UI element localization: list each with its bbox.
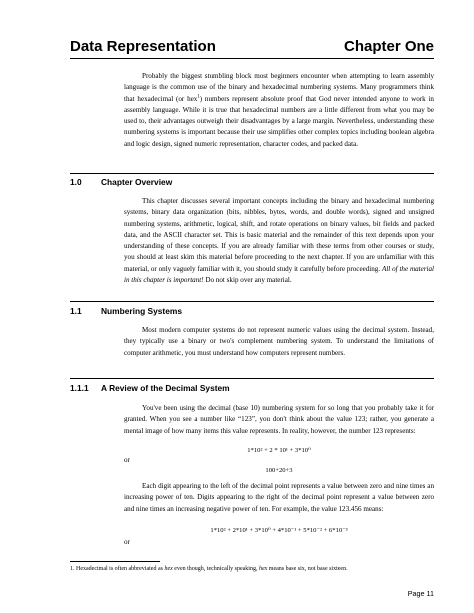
- formula-123-456: 1*10² + 2*10¹ + 3*10⁰ + 4*10⁻¹ + 5*10⁻² + 6*10⁻³: [210, 527, 348, 534]
- footnote-number: 1.: [70, 566, 75, 572]
- section-number: 1.0: [70, 177, 82, 187]
- section-heading-1-0: [70, 177, 172, 187]
- footnote-text: even though, technically speaking,: [174, 566, 258, 572]
- section-heading-1-1: [70, 306, 182, 316]
- section-title: Chapter Overview: [101, 177, 173, 187]
- decimal-text: You've been using the decimal (base 10) numbering system for so long that you probably take it for granted. When you see a number like “123”, you don't think about the value 123; rather, you generate a mental image of how many items this value represents. In reality, however, the number 123 represents:: [124, 404, 434, 435]
- footnote-text: Hexadecimal is often abbreviated as: [76, 566, 163, 572]
- overview-paragraph: [124, 196, 434, 286]
- section-number: 1.1.1: [70, 383, 89, 393]
- section-rule: [70, 378, 434, 379]
- header-rule: [70, 58, 434, 59]
- or-label: or: [124, 456, 130, 464]
- section-heading-1-1-1: [70, 383, 230, 393]
- footnote-text: means base six, not base sixteen.: [268, 566, 348, 572]
- numbering-paragraph: [124, 325, 434, 359]
- overview-text-end: Do not skip over any material.: [205, 276, 292, 285]
- numbering-text: Most modern computer systems do not represent numeric values using the decimal system. Instead, they typically use a binary or two's complement numbering system. To understand the limitations of computer arithmetic, you must understand how computers represent numbers.: [124, 326, 434, 357]
- intro-paragraph: [124, 71, 434, 150]
- header-title: Data Representation: [70, 38, 216, 55]
- page-number: Page 11: [407, 589, 434, 598]
- or-label: or: [124, 538, 130, 546]
- overview-text: This chapter discusses several important concepts including the binary and hexadecimal numbering systems, binary data organization (bits, nibbles, bytes, words, and double words), signed and unsigned numbering systems, arithmetic, logical, shift, and rotate operations on binary values, bit fields and packed data, and the ASCII character set. This is basic material and the remainder of this text depends upon your understanding of these concepts. If you are already familiar with these terms from other courses or study, you should at least skim this material before proceeding to the next chapter. If you are unfamiliar with this material, or only vaguely familiar with it, you should study it carefully before proceeding.: [124, 197, 434, 273]
- footnote-emphasis: hex: [164, 566, 173, 572]
- formula-123: 1*10² + 2 * 10¹ + 3*10⁰: [247, 447, 311, 454]
- intro-text: Probably the biggest stumbling block most beginners encounter when attempting to learn assembly language is the common use of the binary and hexadecimal numbering systems. Many programmers think that hexadecimal (or hex: [124, 72, 434, 103]
- decimal-text-2: Each digit appearing to the left of the decimal point represents a value between zero and nine times an increasing power of ten. Digits appearing to the right of the decimal point represent a value between zero and nine times an increasing negative power of ten. For example, the value 123.456 means:: [124, 482, 434, 513]
- section-number: 1.1: [70, 306, 82, 316]
- section-title: A Review of the Decimal System: [101, 383, 230, 393]
- intro-text-cont: ) numbers represent absolute proof that God never intended anyone to work in assembly language. While it is true that hexadecimal numbers are a little different from what you may be used to, their advantages outweigh their disadvantages by a large margin. Nevertheless, understanding these numbering systems is important because their use simplifies other complex topics including boolean algebra and logic design, signed numeric representation, character codes, and packed data.: [124, 94, 434, 148]
- overview-emphasis: All of the material in this chapter is important!: [124, 264, 434, 285]
- section-title: Numbering Systems: [101, 306, 182, 316]
- section-rule: [70, 301, 434, 302]
- header-chapter: Chapter One: [343, 38, 434, 55]
- footnote: [70, 565, 434, 575]
- section-rule: [70, 173, 434, 174]
- decimal-paragraph-2: [124, 481, 434, 515]
- footnote-ref[interactable]: 1: [197, 94, 200, 100]
- formula-sum: 100+20+3: [265, 467, 293, 474]
- footnote-rule: [70, 561, 160, 562]
- footnote-emphasis: hex: [258, 566, 268, 572]
- decimal-paragraph-1: [124, 403, 434, 437]
- running-header: [70, 38, 434, 56]
